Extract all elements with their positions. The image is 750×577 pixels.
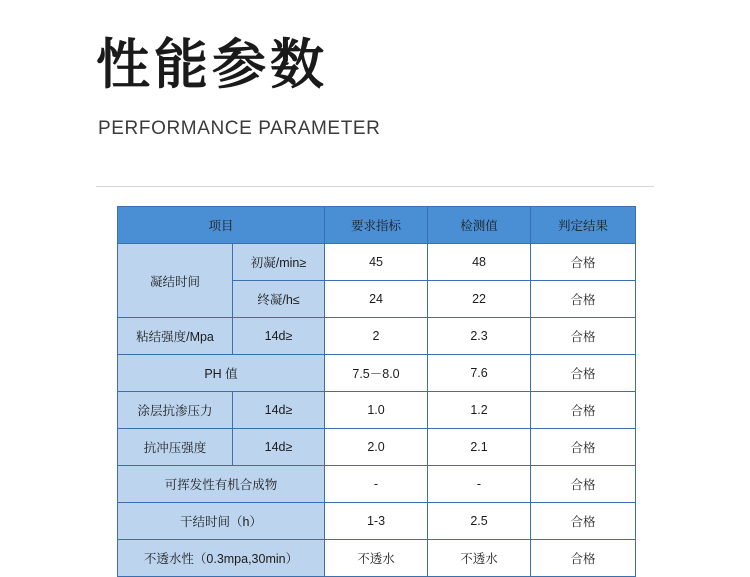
cell-spec: 24 xyxy=(325,281,428,318)
cell-spec: 2 xyxy=(325,318,428,355)
cell-measured: 7.6 xyxy=(428,355,531,392)
parameter-table-container xyxy=(117,206,635,577)
row-group-label: 不透水性（0.3mpa,30min） xyxy=(118,540,325,577)
page-subtitle: PERFORMANCE PARAMETER xyxy=(98,118,381,140)
row-sub-label: 14d≥ xyxy=(233,318,325,355)
cell-measured: 2.1 xyxy=(428,429,531,466)
table-row xyxy=(118,503,636,540)
table-row xyxy=(118,318,636,355)
table-row xyxy=(118,466,636,503)
column-header-item: 项目 xyxy=(118,207,325,244)
row-group-label: 凝结时间 xyxy=(118,244,233,318)
header-divider xyxy=(96,186,654,187)
cell-measured: 48 xyxy=(428,244,531,281)
row-group-label: 抗冲压强度 xyxy=(118,429,233,466)
cell-result: 合格 xyxy=(531,355,636,392)
page-title: 性能参数 xyxy=(96,33,328,96)
column-header-measured: 检测值 xyxy=(428,207,531,244)
table-row xyxy=(118,392,636,429)
cell-result: 合格 xyxy=(531,466,636,503)
cell-result: 合格 xyxy=(531,392,636,429)
cell-measured: 2.5 xyxy=(428,503,531,540)
table-row xyxy=(118,540,636,577)
row-group-label: PH 值 xyxy=(118,355,325,392)
cell-measured: 22 xyxy=(428,281,531,318)
cell-measured: - xyxy=(428,466,531,503)
cell-spec: - xyxy=(325,466,428,503)
cell-spec: 1-3 xyxy=(325,503,428,540)
cell-result: 合格 xyxy=(531,503,636,540)
cell-result: 合格 xyxy=(531,429,636,466)
row-group-label: 粘结强度/Mpa xyxy=(118,318,233,355)
cell-result: 合格 xyxy=(531,281,636,318)
cell-spec: 1.0 xyxy=(325,392,428,429)
cell-measured: 1.2 xyxy=(428,392,531,429)
table-row xyxy=(118,429,636,466)
row-sub-label: 终凝/h≤ xyxy=(233,281,325,318)
row-group-label: 涂层抗渗压力 xyxy=(118,392,233,429)
column-header-result: 判定结果 xyxy=(531,207,636,244)
cell-measured: 2.3 xyxy=(428,318,531,355)
cell-spec: 45 xyxy=(325,244,428,281)
cell-spec: 不透水 xyxy=(325,540,428,577)
parameter-table xyxy=(117,206,636,577)
column-header-spec: 要求指标 xyxy=(325,207,428,244)
row-sub-label: 初凝/min≥ xyxy=(233,244,325,281)
table-header-row xyxy=(118,207,636,244)
row-group-label: 可挥发性有机合成物 xyxy=(118,466,325,503)
cell-measured: 不透水 xyxy=(428,540,531,577)
row-sub-label: 14d≥ xyxy=(233,429,325,466)
row-sub-label: 14d≥ xyxy=(233,392,325,429)
cell-result: 合格 xyxy=(531,244,636,281)
table-row xyxy=(118,355,636,392)
table-row xyxy=(118,244,636,281)
cell-result: 合格 xyxy=(531,318,636,355)
page-header xyxy=(96,34,656,140)
cell-spec: 7.5－8.0 xyxy=(325,355,428,392)
row-group-label: 干结时间（h） xyxy=(118,503,325,540)
cell-result: 合格 xyxy=(531,540,636,577)
cell-spec: 2.0 xyxy=(325,429,428,466)
